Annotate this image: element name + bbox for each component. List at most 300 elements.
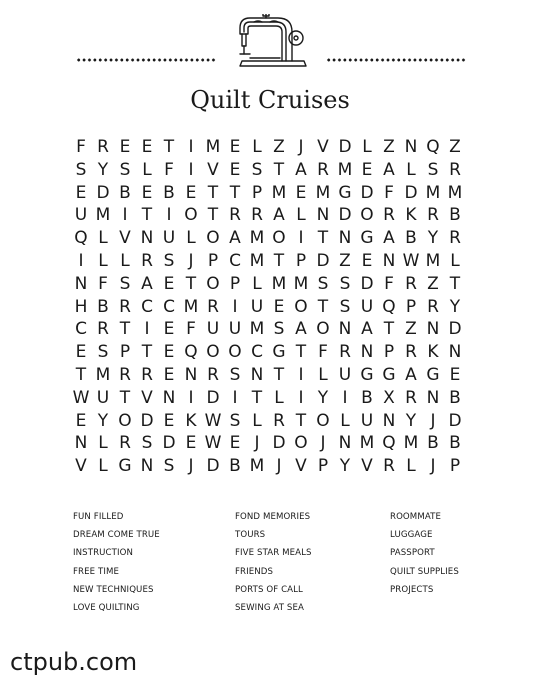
dotted-divider-left xyxy=(76,57,216,63)
grid-letter: T xyxy=(229,182,241,203)
grid-letter: L xyxy=(98,433,108,454)
grid-letter: M xyxy=(271,182,287,203)
grid-letter: P xyxy=(119,342,131,363)
grid-letter: E xyxy=(361,159,373,180)
grid-letter: A xyxy=(405,364,417,385)
grid-letter: L xyxy=(340,410,350,431)
grid-row xyxy=(70,182,466,205)
grid-letter: P xyxy=(295,250,307,271)
grid-letter: A xyxy=(141,273,153,294)
grid-letter: G xyxy=(360,364,374,385)
grid-letter: T xyxy=(273,250,285,271)
word-list-item: FOND MEMORIES xyxy=(235,512,311,522)
grid-letter: R xyxy=(119,296,131,317)
grid-letter: C xyxy=(229,250,241,271)
grid-letter: V xyxy=(317,137,329,157)
grid-letter: J xyxy=(430,410,436,431)
grid-letter: L xyxy=(406,456,416,477)
grid-letter: O xyxy=(206,342,220,363)
grid-letter: E xyxy=(141,182,153,203)
grid-letter: I xyxy=(122,205,128,226)
grid-letter: W xyxy=(204,410,222,431)
grid-letter: Z xyxy=(383,137,395,157)
grid-letter: N xyxy=(250,364,264,385)
grid-letter: B xyxy=(449,387,461,408)
header-ornament xyxy=(0,14,540,74)
word-list-column-3 xyxy=(390,508,459,599)
grid-letter: O xyxy=(228,342,242,363)
grid-letter: R xyxy=(119,364,131,385)
grid-row xyxy=(70,227,466,250)
grid-letter: L xyxy=(406,159,416,180)
grid-letter: T xyxy=(207,205,219,226)
grid-letter: Y xyxy=(317,387,329,408)
grid-letter: U xyxy=(360,296,374,317)
grid-letter: A xyxy=(361,319,373,340)
grid-letter: B xyxy=(229,456,241,477)
grid-letter: S xyxy=(339,273,351,294)
grid-letter: U xyxy=(338,364,352,385)
word-list-item: DREAM COME TRUE xyxy=(73,530,160,541)
grid-letter: N xyxy=(360,342,374,363)
grid-letter: N xyxy=(338,319,352,340)
grid-letter: B xyxy=(427,433,439,454)
grid-letter: P xyxy=(229,273,241,294)
word-list-item: LUGGAGE xyxy=(390,530,433,541)
grid-letter: E xyxy=(449,364,461,385)
grid-letter: R xyxy=(427,296,439,317)
grid-letter: G xyxy=(382,364,396,385)
grid-letter: R xyxy=(405,342,417,363)
grid-letter: M xyxy=(249,456,265,477)
grid-letter: D xyxy=(448,319,462,340)
grid-letter: L xyxy=(274,387,284,408)
grid-letter: G xyxy=(118,456,132,477)
grid-letter: R xyxy=(119,433,131,454)
grid-letter: E xyxy=(75,182,87,203)
grid-letter: R xyxy=(97,319,109,340)
grid-letter: E xyxy=(119,137,131,157)
grid-letter: R xyxy=(97,137,109,157)
grid-letter: Z xyxy=(449,137,461,157)
grid-letter: C xyxy=(75,319,87,340)
grid-letter: U xyxy=(228,319,242,340)
grid-letter: D xyxy=(140,410,154,431)
grid-letter: V xyxy=(119,228,131,249)
grid-letter: Q xyxy=(382,433,396,454)
grid-letter: B xyxy=(449,205,461,226)
grid-letter: T xyxy=(119,387,131,408)
grid-letter: R xyxy=(229,205,241,226)
grid-letter: M xyxy=(359,433,375,454)
word-list-item: ROOMMATE xyxy=(390,512,442,522)
grid-letter: D xyxy=(162,433,176,454)
grid-letter: A xyxy=(383,159,395,180)
grid-letter: Q xyxy=(426,137,440,157)
grid-row xyxy=(70,432,466,455)
grid-letter: I xyxy=(298,364,304,385)
grid-letter: M xyxy=(271,273,287,294)
grid-letter: E xyxy=(185,433,197,454)
grid-letter: F xyxy=(384,273,394,294)
grid-letter: R xyxy=(141,364,153,385)
grid-letter: S xyxy=(141,433,153,454)
grid-letter: N xyxy=(74,273,88,294)
grid-letter: M xyxy=(95,364,111,385)
grid-letter: W xyxy=(402,250,420,271)
grid-letter: D xyxy=(338,137,352,157)
grid-letter: P xyxy=(383,342,395,363)
word-list-column-1 xyxy=(73,508,160,617)
grid-letter: P xyxy=(317,456,329,477)
grid-letter: S xyxy=(75,159,87,180)
grid-letter: A xyxy=(295,159,307,180)
grid-letter: T xyxy=(141,205,153,226)
grid-letter: M xyxy=(447,182,463,203)
grid-letter: I xyxy=(232,387,238,408)
grid-letter: S xyxy=(273,319,285,340)
grid-letter: R xyxy=(449,228,461,249)
grid-letter: R xyxy=(383,205,395,226)
grid-letter: S xyxy=(427,159,439,180)
grid-letter: L xyxy=(252,137,262,157)
grid-letter: L xyxy=(98,456,108,477)
grid-letter: J xyxy=(430,456,436,477)
grid-letter: O xyxy=(360,205,374,226)
word-search-grid xyxy=(70,136,466,478)
grid-letter: O xyxy=(294,433,308,454)
grid-letter: K xyxy=(427,342,439,363)
grid-row xyxy=(70,341,466,364)
grid-letter: Y xyxy=(449,296,461,317)
grid-letter: L xyxy=(252,273,262,294)
grid-letter: A xyxy=(295,319,307,340)
grid-letter: S xyxy=(229,364,241,385)
publisher-footer: ctpub.com xyxy=(10,648,138,676)
grid-letter: S xyxy=(339,296,351,317)
word-list-item: QUILT SUPPLIES xyxy=(390,566,459,577)
grid-letter: L xyxy=(120,250,130,271)
grid-letter: M xyxy=(205,137,221,157)
word-list-item: SEWING AT SEA xyxy=(235,603,304,614)
grid-letter: E xyxy=(163,342,175,363)
grid-letter: Z xyxy=(427,273,439,294)
grid-letter: E xyxy=(163,273,175,294)
grid-letter: C xyxy=(163,296,175,317)
grid-letter: T xyxy=(207,182,219,203)
grid-letter: N xyxy=(448,342,462,363)
grid-letter: J xyxy=(188,456,194,477)
grid-letter: Z xyxy=(339,250,351,271)
grid-letter: T xyxy=(317,228,329,249)
grid-letter: I xyxy=(298,387,304,408)
word-list-item: PASSPORT xyxy=(390,548,435,559)
grid-letter: R xyxy=(251,205,263,226)
grid-letter: N xyxy=(140,456,154,477)
grid-letter: L xyxy=(142,159,152,180)
grid-letter: T xyxy=(449,273,461,294)
grid-row xyxy=(70,273,466,296)
grid-letter: J xyxy=(188,250,194,271)
word-list-item: INSTRUCTION xyxy=(73,548,134,559)
sewing-machine-icon xyxy=(236,14,310,70)
grid-letter: L xyxy=(450,250,460,271)
grid-letter: N xyxy=(316,205,330,226)
grid-letter: F xyxy=(384,182,394,203)
grid-row xyxy=(70,318,466,341)
grid-letter: L xyxy=(98,228,108,249)
word-list-item: FRIENDS xyxy=(235,566,274,577)
word-list-item: FIVE STAR MEALS xyxy=(235,548,312,559)
grid-letter: Y xyxy=(339,456,351,477)
grid-letter: D xyxy=(96,182,110,203)
grid-letter: D xyxy=(360,273,374,294)
grid-letter: B xyxy=(361,387,373,408)
grid-letter: Q xyxy=(382,296,396,317)
grid-letter: R xyxy=(141,250,153,271)
grid-letter: Z xyxy=(405,319,417,340)
grid-letter: T xyxy=(383,319,395,340)
grid-letter: E xyxy=(163,319,175,340)
grid-letter: U xyxy=(360,410,374,431)
grid-letter: S xyxy=(119,159,131,180)
grid-letter: I xyxy=(78,250,84,271)
word-list-item: FREE TIME xyxy=(73,566,120,577)
grid-row xyxy=(70,455,466,478)
grid-letter: M xyxy=(249,250,265,271)
word-list-item: NEW TECHNIQUES xyxy=(73,584,154,595)
grid-letter: D xyxy=(448,410,462,431)
grid-letter: I xyxy=(144,319,150,340)
grid-letter: T xyxy=(185,273,197,294)
dotted-divider-right xyxy=(326,57,466,63)
grid-letter: Q xyxy=(74,228,88,249)
grid-letter: I xyxy=(342,387,348,408)
grid-letter: B xyxy=(119,182,131,203)
grid-letter: W xyxy=(204,433,222,454)
grid-letter: F xyxy=(318,342,328,363)
grid-letter: Y xyxy=(427,228,439,249)
grid-letter: W xyxy=(72,387,90,408)
grid-letter: L xyxy=(252,410,262,431)
grid-letter: B xyxy=(405,228,417,249)
grid-letter: D xyxy=(206,456,220,477)
grid-letter: V xyxy=(75,456,87,477)
grid-letter: E xyxy=(141,137,153,157)
grid-letter: N xyxy=(184,364,198,385)
grid-letter: L xyxy=(296,205,306,226)
grid-letter: T xyxy=(141,342,153,363)
grid-letter: P xyxy=(251,182,263,203)
grid-letter: N xyxy=(162,387,176,408)
grid-letter: L xyxy=(186,228,196,249)
grid-letter: K xyxy=(405,205,417,226)
grid-letter: E xyxy=(163,364,175,385)
grid-letter: L xyxy=(318,364,328,385)
grid-row xyxy=(70,159,466,182)
grid-letter: N xyxy=(426,387,440,408)
grid-letter: B xyxy=(97,296,109,317)
grid-letter: B xyxy=(163,182,175,203)
grid-letter: Y xyxy=(405,410,417,431)
grid-letter: H xyxy=(74,296,88,317)
grid-letter: L xyxy=(362,137,372,157)
grid-letter: T xyxy=(295,410,307,431)
grid-letter: R xyxy=(383,456,395,477)
grid-letter: D xyxy=(360,182,374,203)
grid-letter: R xyxy=(449,159,461,180)
grid-letter: E xyxy=(361,250,373,271)
grid-letter: D xyxy=(316,250,330,271)
grid-letter: V xyxy=(361,456,373,477)
grid-letter: F xyxy=(186,319,196,340)
grid-letter: R xyxy=(427,205,439,226)
grid-letter: M xyxy=(425,250,441,271)
grid-letter: I xyxy=(232,296,238,317)
grid-letter: R xyxy=(207,364,219,385)
grid-letter: G xyxy=(360,228,374,249)
grid-letter: F xyxy=(164,159,174,180)
grid-letter: V xyxy=(295,456,307,477)
grid-letter: T xyxy=(295,342,307,363)
grid-letter: A xyxy=(273,205,285,226)
grid-letter: J xyxy=(276,456,282,477)
grid-letter: S xyxy=(97,342,109,363)
grid-letter: N xyxy=(404,137,418,157)
grid-letter: P xyxy=(207,250,219,271)
grid-letter: A xyxy=(383,228,395,249)
grid-letter: D xyxy=(338,205,352,226)
grid-letter: G xyxy=(338,182,352,203)
grid-letter: U xyxy=(250,296,264,317)
grid-letter: J xyxy=(254,433,260,454)
grid-letter: N xyxy=(382,250,396,271)
grid-letter: E xyxy=(295,182,307,203)
grid-letter: R xyxy=(405,387,417,408)
grid-letter: L xyxy=(98,250,108,271)
grid-letter: Q xyxy=(184,342,198,363)
grid-letter: M xyxy=(337,159,353,180)
page-title: Quilt Cruises xyxy=(190,86,350,114)
grid-letter: T xyxy=(75,364,87,385)
grid-letter: C xyxy=(141,296,153,317)
grid-letter: Z xyxy=(273,137,285,157)
grid-letter: O xyxy=(184,205,198,226)
grid-letter: D xyxy=(272,433,286,454)
grid-letter: S xyxy=(163,456,175,477)
grid-letter: V xyxy=(141,387,153,408)
grid-letter: I xyxy=(298,228,304,249)
grid-letter: T xyxy=(273,159,285,180)
grid-letter: N xyxy=(74,433,88,454)
grid-letter: B xyxy=(449,433,461,454)
grid-letter: M xyxy=(425,182,441,203)
grid-letter: O xyxy=(272,228,286,249)
grid-letter: O xyxy=(118,410,132,431)
grid-letter: R xyxy=(317,159,329,180)
grid-row xyxy=(70,250,466,273)
grid-letter: N xyxy=(140,228,154,249)
grid-letter: M xyxy=(403,433,419,454)
grid-letter: M xyxy=(95,205,111,226)
word-list-item: LOVE QUILTING xyxy=(73,603,140,614)
grid-letter: F xyxy=(98,273,108,294)
grid-letter: E xyxy=(163,410,175,431)
grid-letter: Y xyxy=(97,159,109,180)
grid-letter: V xyxy=(207,159,219,180)
grid-letter: N xyxy=(338,228,352,249)
grid-letter: G xyxy=(272,342,286,363)
grid-letter: M xyxy=(249,319,265,340)
word-list-item: PROJECTS xyxy=(390,584,434,595)
grid-row xyxy=(70,204,466,227)
grid-letter: E xyxy=(229,433,241,454)
grid-letter: I xyxy=(166,205,172,226)
grid-row xyxy=(70,410,466,433)
grid-letter: S xyxy=(163,250,175,271)
grid-letter: M xyxy=(293,273,309,294)
grid-letter: R xyxy=(339,342,351,363)
grid-letter: J xyxy=(320,433,326,454)
grid-letter: U xyxy=(96,387,110,408)
word-list-item: FUN FILLED xyxy=(73,512,124,522)
grid-letter: P xyxy=(449,456,461,477)
grid-letter: T xyxy=(251,387,263,408)
grid-letter: S xyxy=(251,159,263,180)
grid-letter: P xyxy=(405,296,417,317)
grid-letter: R xyxy=(405,273,417,294)
grid-letter: I xyxy=(188,137,194,157)
grid-letter: U xyxy=(162,228,176,249)
grid-letter: S xyxy=(119,273,131,294)
grid-letter: N xyxy=(426,319,440,340)
grid-letter: A xyxy=(229,228,241,249)
grid-letter: U xyxy=(74,205,88,226)
grid-letter: E xyxy=(185,182,197,203)
grid-row xyxy=(70,136,466,159)
grid-letter: M xyxy=(315,182,331,203)
grid-letter: I xyxy=(188,387,194,408)
grid-letter: T xyxy=(317,296,329,317)
grid-letter: O xyxy=(316,319,330,340)
grid-letter: M xyxy=(183,296,199,317)
grid-letter: T xyxy=(163,137,175,157)
word-list-item: PORTS OF CALL xyxy=(235,584,303,595)
grid-letter: U xyxy=(206,319,220,340)
word-list-item: TOURS xyxy=(235,530,266,541)
grid-letter: E xyxy=(273,296,285,317)
grid-letter: I xyxy=(188,159,194,180)
grid-letter: F xyxy=(76,137,86,157)
grid-letter: M xyxy=(249,228,265,249)
grid-letter: Y xyxy=(97,410,109,431)
grid-letter: R xyxy=(207,296,219,317)
grid-letter: E xyxy=(75,410,87,431)
grid-letter: K xyxy=(185,410,197,431)
grid-row xyxy=(70,387,466,410)
grid-letter: J xyxy=(298,137,304,157)
grid-letter: N xyxy=(338,433,352,454)
grid-letter: O xyxy=(206,228,220,249)
grid-letter: E xyxy=(229,159,241,180)
grid-letter: E xyxy=(229,137,241,157)
grid-letter: X xyxy=(383,387,395,408)
grid-letter: O xyxy=(316,410,330,431)
grid-letter: E xyxy=(75,342,87,363)
grid-row xyxy=(70,364,466,387)
grid-letter: T xyxy=(119,319,131,340)
grid-letter: C xyxy=(251,342,263,363)
